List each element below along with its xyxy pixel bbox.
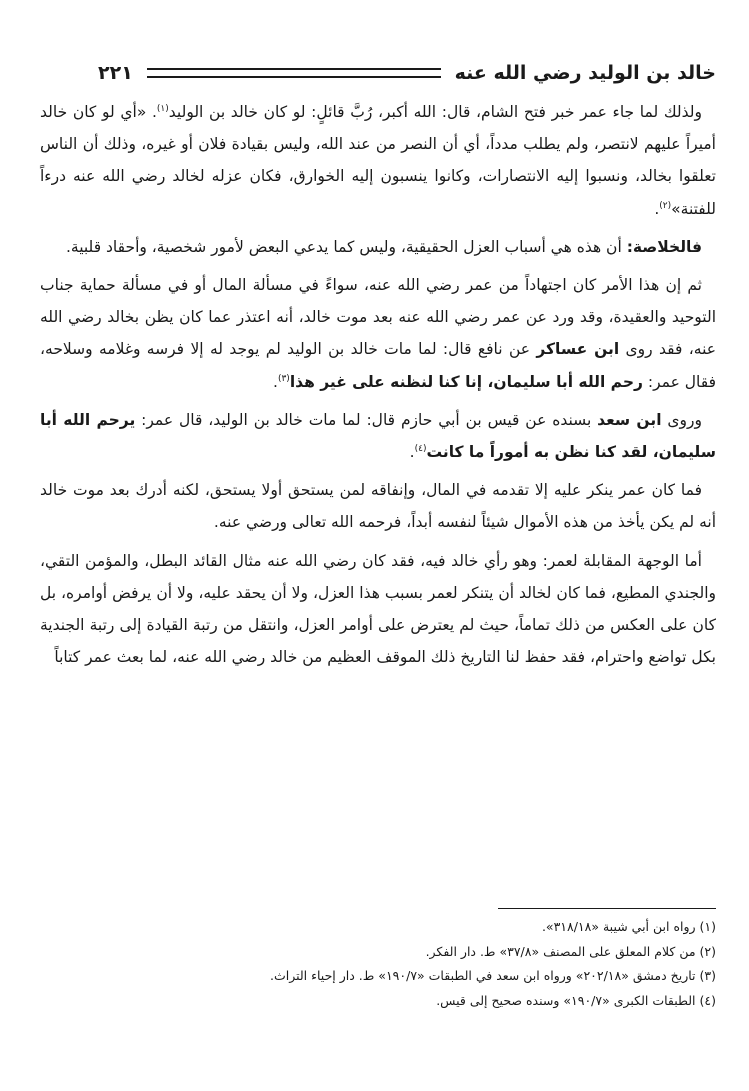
footnote-separator — [498, 908, 716, 909]
paragraph-5: فما كان عمر ينكر عليه إلا تقدمه في المال، وإنفاقه لمن يستحق أولا يستحق، لكنه أدرك بعد موت خالد أنه لم يكن يأخذ من هذه الأموال شيئاً لنفسه أبداً، فرحمه الله تعالى ورضي عنه. — [40, 481, 716, 532]
footnote-1: (١) رواه ابن أبي شيبة «٣١٨/١٨». — [541, 919, 716, 934]
header-title: خالد بن الوليد رضي الله عنه — [454, 62, 716, 84]
footnote-2: (٢) من كلام المعلق على المصنف «٣٧/٨» ط. دار الفكر. — [425, 943, 716, 959]
footnote-4: (٤) الطبقات الكبرى «١٩٠/٧» وسنده صحيح إلى قيس. — [436, 992, 716, 1008]
paragraph-4: وروى ابن سعد بسنده عن قيس بن أبي حازم قال: لما مات خالد بن الوليد، قال عمر: يرحم الله أبا سليمان، لقد كنا نظن به أموراً ما كانت$^{(٤)}$. — [40, 410, 716, 462]
footnote-ref-4: (٤) — [414, 443, 427, 454]
paragraph-3: ثم إن هذا الأمر كان اجتهاداً من عمر رضي الله عنه، سواءً في مسألة المال أو في مسألة حماية جناب التوحيد والعقيدة، وقد ورد عن عمر رضي الله عنه بعد موت خالد، أنه اعتذر عما كان يظن بخالد رضي الله عنه، فقد روى ابن عساكر عن نافع قال: لما مات خالد بن الوليد لم يوجد له إلا فرسه وغلامه وسلاحه، فقال عمر: رحم الله أبا سليمان، إنا كنا لنظنه على غير هذا$^{(٣)}$. — [40, 276, 716, 391]
quote-umar-2: يرحم الله أبا سليمان، لقد كنا نظن به أموراً ما كانت — [40, 410, 716, 462]
footnote-ref-1: (١) — [156, 103, 169, 114]
footnote-ref-3: (٣) — [277, 373, 290, 384]
paragraph-1: ولذلك لما جاء عمر خبر فتح الشام، قال: الله أكبر، رُبَّ قائلٍ: لو كان خالد بن الوليد$^{(١)}$. «أي لو كان خالد أميراً عليهم لانتصر، ولم يطلب مدداً، أي أن النصر من عند الله، وليس بقيادة فلان أو غيره، وذلك أن الناس تعلقوا بخالد، ونسبوا إليه الانتصارات، وكانوا ينسبون إليه الخوارق، فكان عزله لخالد رضي الله عنه درءاً للفتنة»$^{(٢)}$. — [40, 103, 716, 218]
running-header — [98, 58, 716, 88]
footnote-3: (٣) تاريخ دمشق «٢٠٢/١٨» ورواه ابن سعد في الطبقات «١٩٠/٧» ط. دار إحياء التراث. — [269, 968, 716, 983]
name-ibn-asakir: ابن عساكر — [536, 340, 620, 359]
paragraph-2: فالخلاصة: أن هذه هي أسباب العزل الحقيقية، وليس كما يدعي البعض لأمور شخصية، وأحقاد قلبية. — [65, 237, 702, 256]
quote-umar-1: رحم الله أبا سليمان، إنا كنا لنظنه على غير هذا — [289, 372, 643, 391]
footnote-ref-2: (٢) — [659, 200, 672, 211]
summary-label: فالخلاصة: — [626, 237, 702, 256]
page-number: ٢٢١ — [98, 62, 133, 84]
footnotes — [40, 915, 716, 1013]
main-text — [40, 96, 716, 679]
name-ibn-saad: ابن سعد — [597, 410, 662, 429]
paragraph-6: أما الوجهة المقابلة لعمر: وهو رأي خالد فيه، فقد كان رضي الله عنه مثال القائد البطل، والمؤمن التقي، والجندي المطيع، فما كان لخالد أن يتنكر لعمر بسبب هذا العزل، ولا أن يحقد عليه، ولا أن يرفض أوامره، بل كان على العكس من ذلك تماماً، حيث لم يعترض على أوامر العزل، وانتقل من رتبة القيادة إلى رتبة الجندية بكل تواضع واحترام، فقد حفظ لنا التاريخ ذلك الموقف العظيم من خالد رضي الله عنه، لما بعث عمر كتاباً — [40, 551, 716, 667]
header-rule — [147, 68, 441, 78]
